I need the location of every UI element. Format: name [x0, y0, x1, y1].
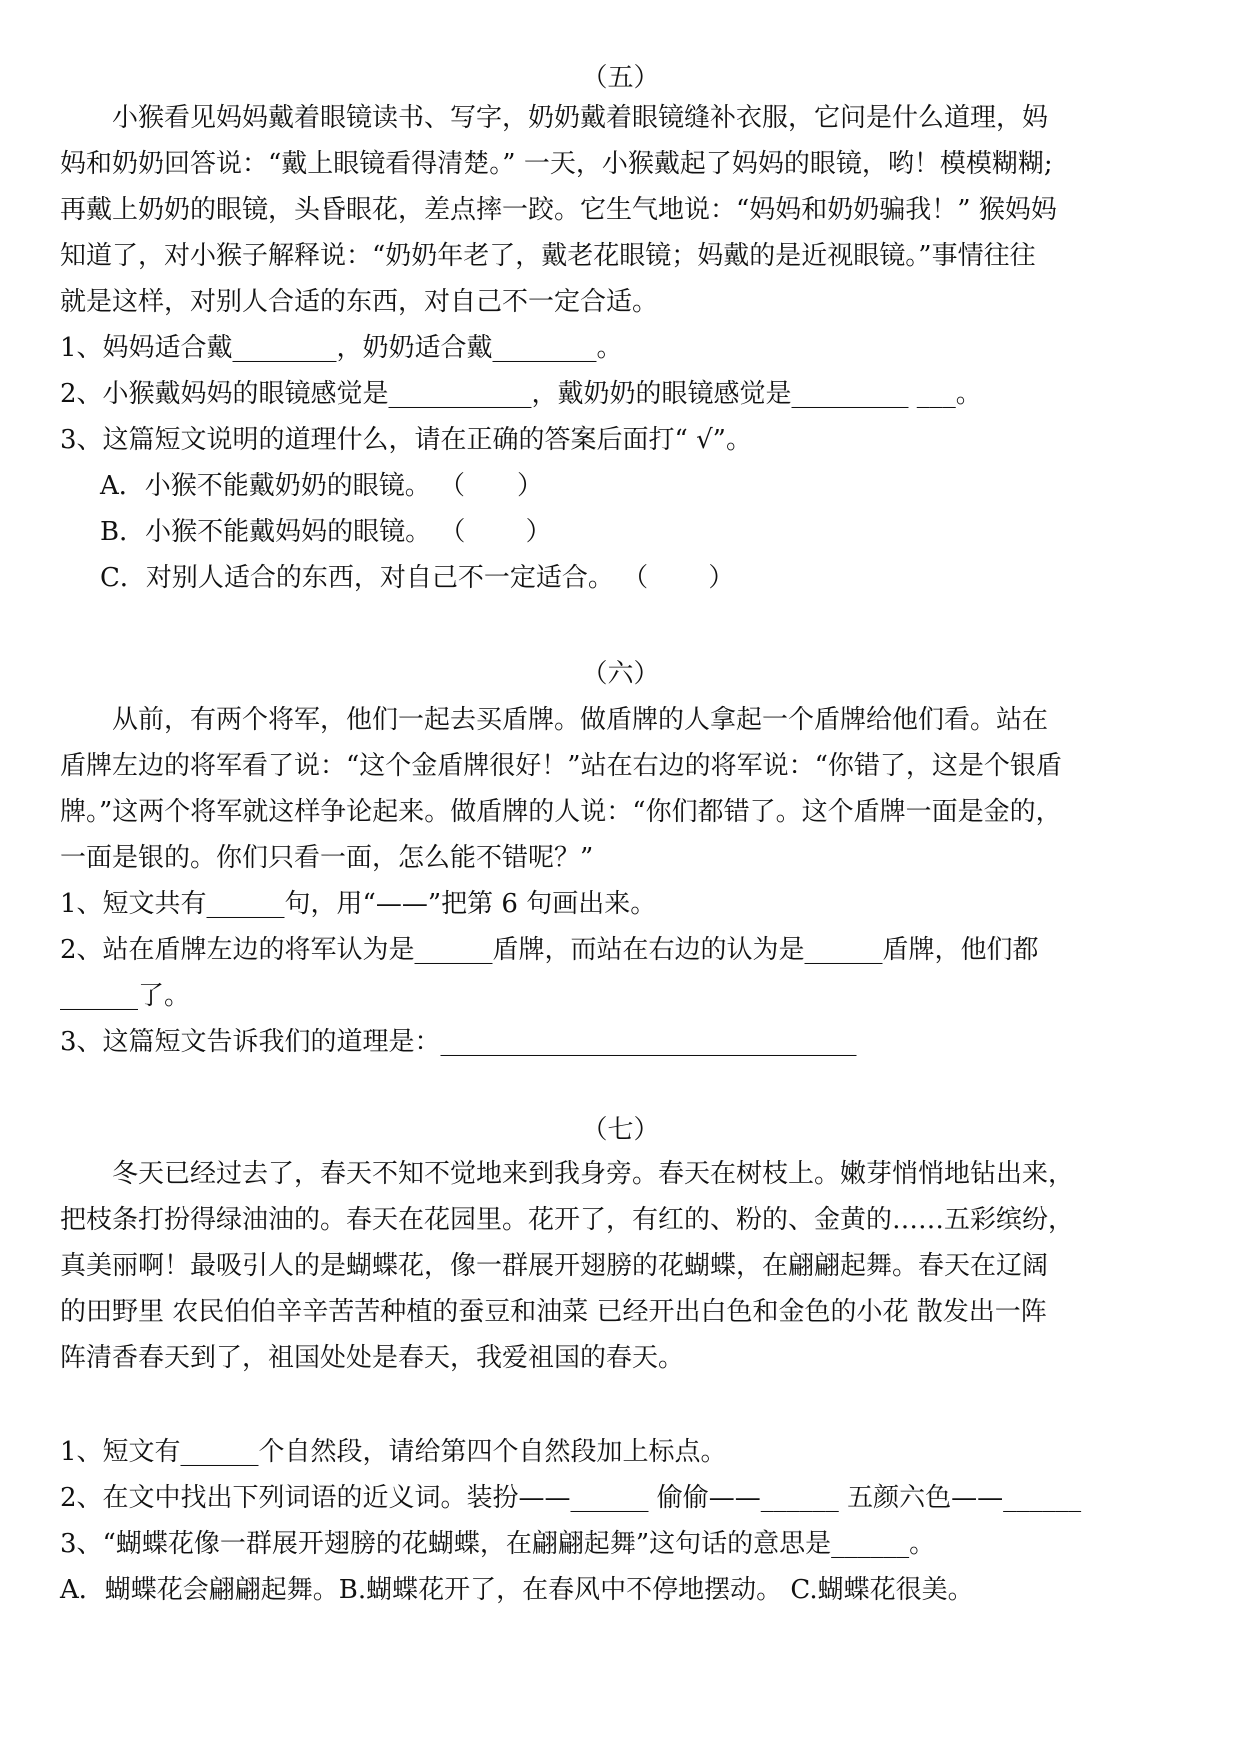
- section-5-passage-line: 再戴上奶奶的眼镜，头昏眼花，差点摔一跤。它生气地说：“妈妈和奶奶骗我！” 猴妈妈: [60, 195, 1057, 225]
- section-7-answer-options: A．蝴蝶花会翩翩起舞。B.蝴蝶花开了，在春风中不停地摆动。 C.蝴蝶花很美。: [60, 1575, 974, 1605]
- section-5-question-2: 2、小猴戴妈妈的眼镜感觉是___________，戴奶奶的眼镜感觉是_________ ___。: [60, 379, 982, 409]
- section-5-passage-line: 妈和奶奶回答说：“戴上眼镜看得清楚。” 一天，小猴戴起了妈妈的眼镜，哟！模模糊糊;: [60, 149, 1053, 179]
- section-5-option-a: A．小猴不能戴奶奶的眼镜。 （ ）: [100, 471, 544, 501]
- section-6-question-2-continued: ______了。: [60, 981, 191, 1011]
- section-7-passage-line: 冬天已经过去了，春天不知不觉地来到我身旁。春天在树枝上。嫩芽悄悄地钻出来，: [60, 1159, 1075, 1189]
- section-7-passage-line: 把枝条打扮得绿油油的。春天在花园里。花开了，有红的、粉的、金黄的……五彩缤纷，: [60, 1205, 1075, 1235]
- section-5-option-c: C．对别人适合的东西，对自己不一定适合。 （ ）: [100, 563, 735, 593]
- section-5-question-3: 3、这篇短文说明的道理什么，请在正确的答案后面打“ √”。: [60, 425, 752, 455]
- section-7-passage-line: 阵清香春天到了，祖国处处是春天，我爱祖国的春天。: [60, 1343, 685, 1373]
- section-5-passage-line: 知道了，对小猴子解释说：“奶奶年老了，戴老花眼镜；妈戴的是近视眼镜。”事情往往: [60, 241, 1036, 271]
- section-7-question-3: 3、“蝴蝶花像一群展开翅膀的花蝴蝶，在翩翩起舞”这句话的意思是______。: [60, 1529, 936, 1559]
- section-5-option-b: B．小猴不能戴妈妈的眼镜。 （ ）: [100, 517, 552, 547]
- section-5-passage-line: 就是这样，对别人合适的东西，对自己不一定合适。: [60, 287, 659, 317]
- section-5-passage-line: 小猴看见妈妈戴着眼镜读书、写字，奶奶戴着眼镜缝补衣服，它问是什么道理，妈: [60, 103, 1049, 133]
- section-6-passage-line: 一面是银的。你们只看一面，怎么能不错呢？”: [60, 843, 594, 873]
- section-7-question-2: 2、在文中找出下列词语的近义词。装扮——______ 偷偷——______ 五颜六色——______: [60, 1483, 1082, 1513]
- section-6-heading: （六）: [581, 659, 660, 689]
- section-6-passage-line: 从前，有两个将军，他们一起去买盾牌。做盾牌的人拿起一个盾牌给他们看。站在: [60, 705, 1049, 735]
- section-7-passage-line: 真美丽啊！最吸引人的是蝴蝶花，像一群展开翅膀的花蝴蝶，在翩翩起舞。春天在辽阔: [60, 1251, 1049, 1281]
- section-6-passage-line: 盾牌左边的将军看了说：“这个金盾牌很好！”站在右边的将军说：“你错了，这是个银盾: [60, 751, 1062, 781]
- section-6-question-3: 3、这篇短文告诉我们的道理是：________________________________: [60, 1027, 857, 1057]
- section-7-heading: （七）: [581, 1115, 660, 1145]
- section-6-question-1: 1、短文共有______句，用“——”把第 6 句画出来。: [60, 889, 657, 919]
- section-6-question-2: 2、站在盾牌左边的将军认为是______盾牌，而站在右边的认为是______盾牌，他们都: [60, 935, 1039, 965]
- section-6-passage-line: 牌。”这两个将军就这样争论起来。做盾牌的人说：“你们都错了。这个盾牌一面是金的，: [60, 797, 1062, 827]
- section-5-question-1: 1、妈妈适合戴________，奶奶适合戴________。: [60, 333, 623, 363]
- section-7-question-1: 1、短文有______个自然段，请给第四个自然段加上标点。: [60, 1437, 727, 1467]
- section-5-heading: （五）: [581, 63, 660, 93]
- section-7-passage-line: 的田野里 农民伯伯辛辛苦苦种植的蚕豆和油菜 已经开出白色和金色的小花 散发出一阵: [60, 1297, 1047, 1327]
